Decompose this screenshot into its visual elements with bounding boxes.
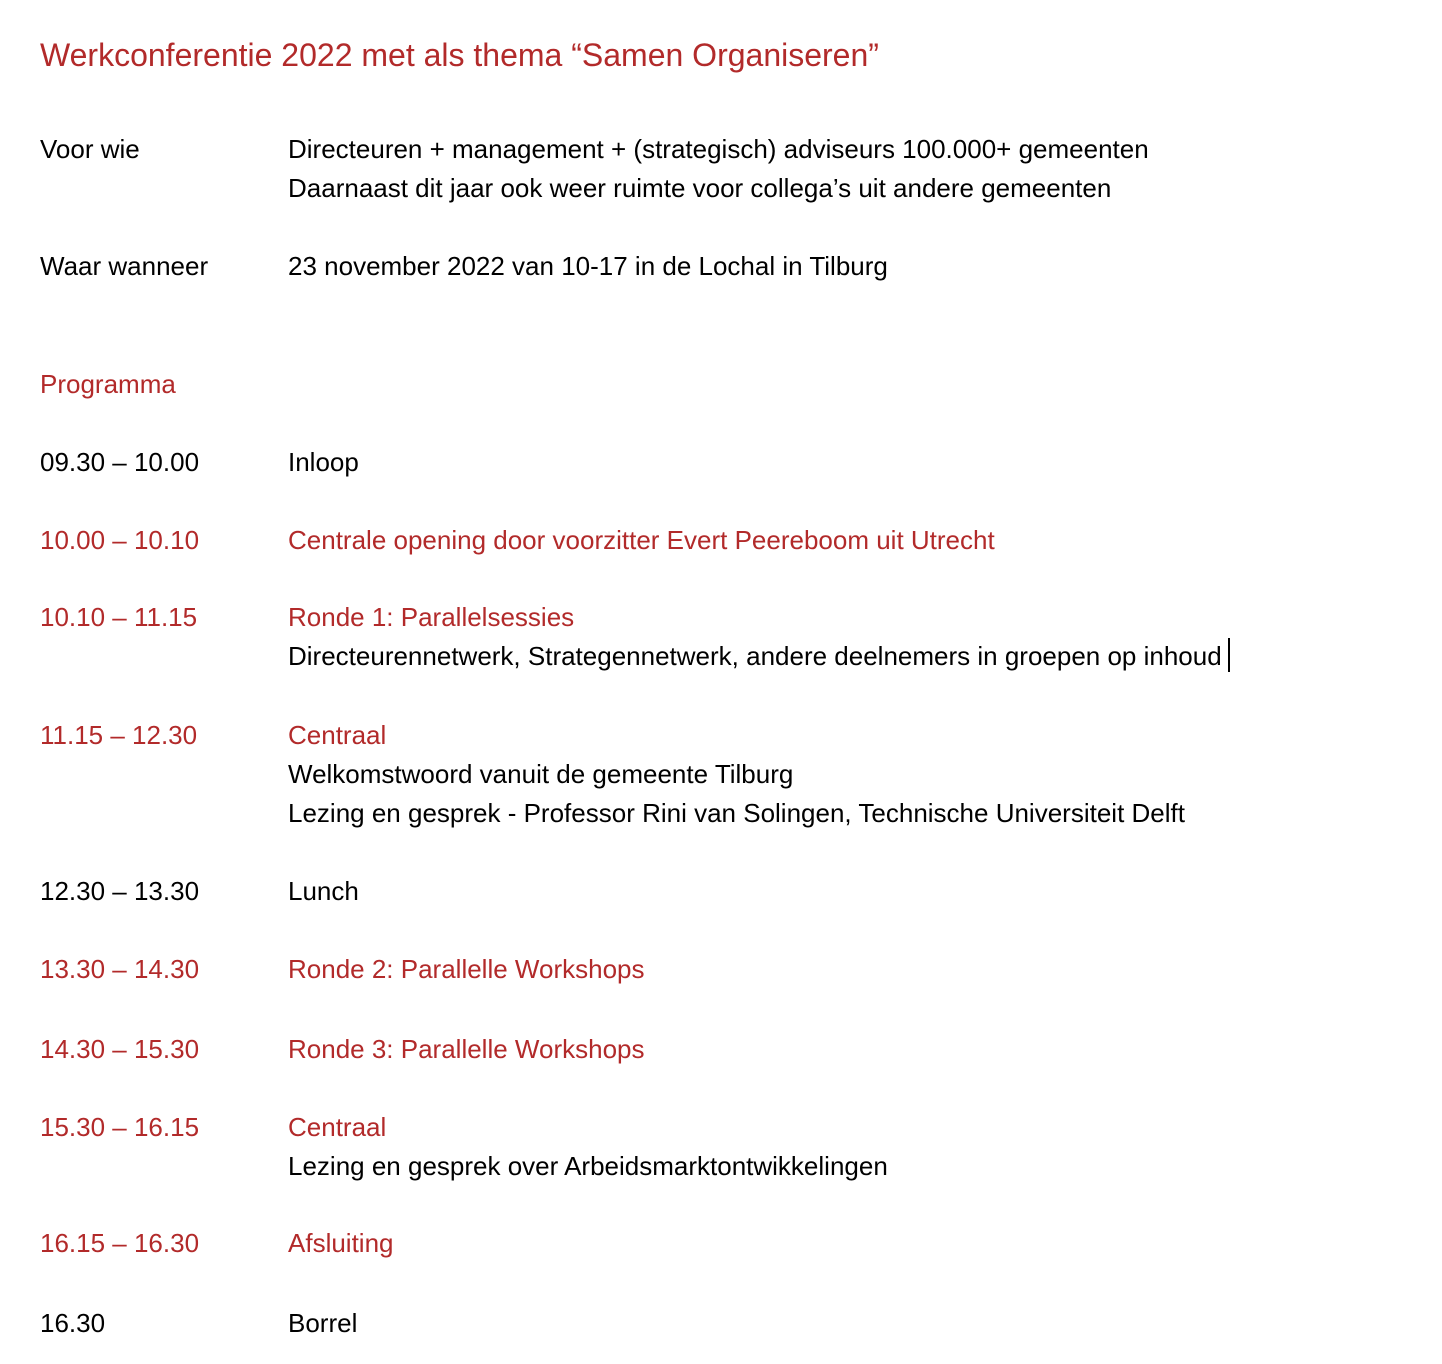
- program-time: 13.30 – 14.30: [40, 954, 200, 984]
- program-time: 09.30 – 10.00: [40, 447, 200, 477]
- document-title: Werkconferentie 2022 met als thema “Samen Organiseren”: [40, 37, 879, 73]
- program-time: 14.30 – 15.30: [40, 1034, 200, 1064]
- program-title: Inloop: [288, 447, 359, 477]
- programma-heading: Programma: [40, 369, 176, 399]
- program-detail-line: [288, 637, 1408, 676]
- program-time: 10.00 – 10.10: [40, 525, 200, 555]
- program-detail: Welkomstwoord vanuit de gemeente Tilburg: [288, 759, 794, 789]
- program-time: 12.30 – 13.30: [40, 876, 200, 906]
- program-time: 10.10 – 11.15: [40, 602, 198, 632]
- text-cursor: [1228, 638, 1230, 672]
- program-title: Lunch: [288, 876, 359, 906]
- info-label-voor-wie: Voor wie: [40, 134, 140, 164]
- program-title: Ronde 2: Parallelle Workshops: [288, 954, 645, 984]
- program-title: Centraal: [288, 1112, 387, 1142]
- program-title: Centraal: [288, 720, 387, 750]
- program-time: 11.15 – 12.30: [40, 720, 198, 750]
- program-time: 15.30 – 16.15: [40, 1112, 200, 1142]
- program-detail: Directeurennetwerk, Strategennetwerk, andere deelnemers in groepen op inhoud: [288, 641, 1222, 671]
- program-title: Ronde 3: Parallelle Workshops: [288, 1034, 645, 1064]
- program-title: Afsluiting: [288, 1228, 394, 1258]
- info-value-voor-wie: [288, 130, 1408, 208]
- program-time: 16.30: [40, 1308, 106, 1338]
- info-label-waar-wanneer: Waar wanneer: [40, 251, 209, 281]
- program-title: Centrale opening door voorzitter Evert Peereboom uit Utrecht: [288, 525, 995, 555]
- info-line: Directeuren + management + (strategisch) adviseurs 100.000+ gemeenten: [288, 134, 1149, 164]
- program-title: Ronde 1: Parallelsessies: [288, 602, 575, 632]
- program-detail: Lezing en gesprek - Professor Rini van Solingen, Technische Universiteit Delft: [288, 798, 1185, 828]
- info-line: 23 november 2022 van 10-17 in de Lochal in Tilburg: [288, 251, 888, 281]
- info-line: Daarnaast dit jaar ook weer ruimte voor collega’s uit andere gemeenten: [288, 173, 1112, 203]
- info-value-waar-wanneer: [288, 247, 1408, 286]
- program-detail: Lezing en gesprek over Arbeidsmarktontwikkelingen: [288, 1151, 888, 1181]
- program-time: 16.15 – 16.30: [40, 1228, 200, 1258]
- program-title: Borrel: [288, 1308, 358, 1338]
